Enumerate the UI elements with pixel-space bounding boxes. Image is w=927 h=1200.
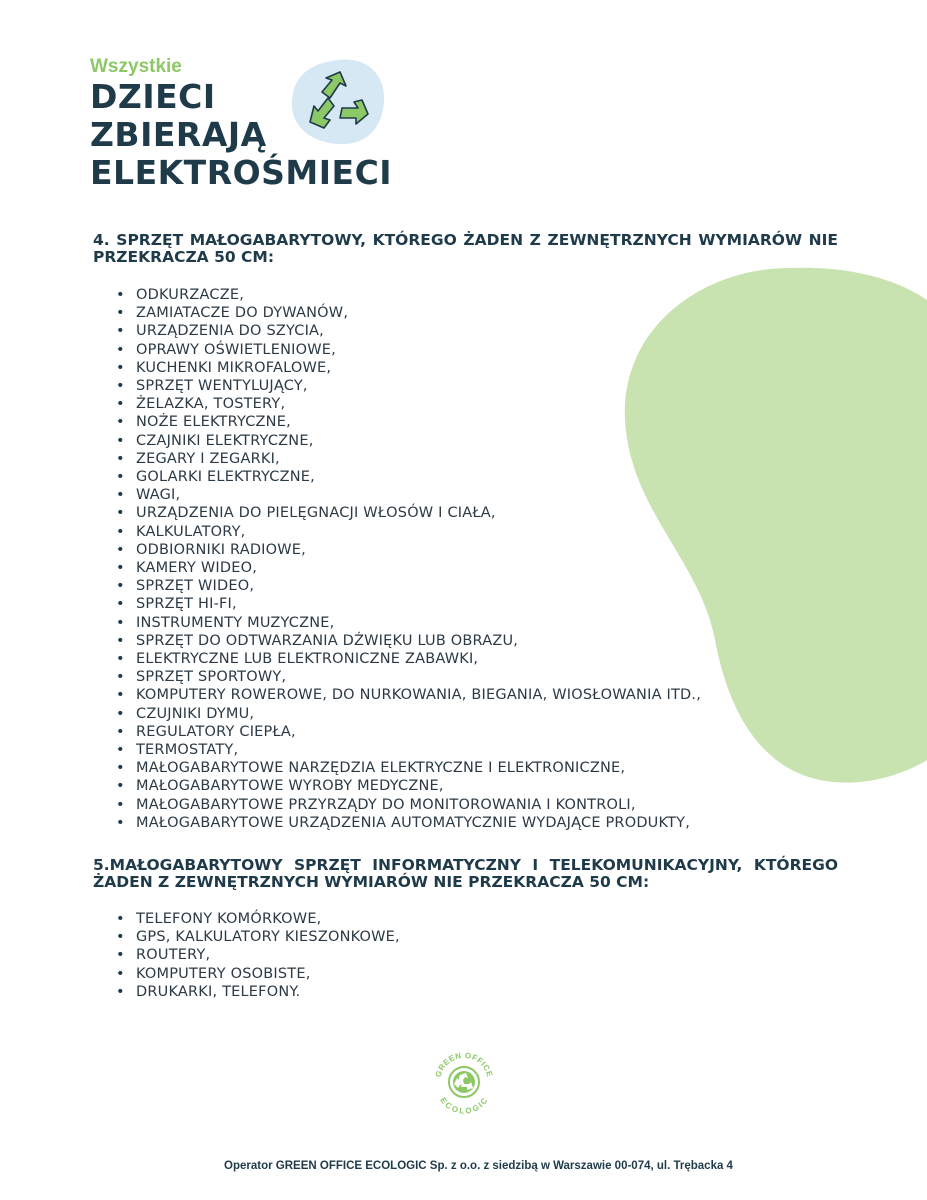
list-item: • SPRZĘT WENTYLUJĄCY, — [116, 377, 838, 395]
footer-operator-info: Operator GREEN OFFICE ECOLOGIC Sp. z o.o. z siedzibą w Warszawie 00-074, ul. Trębacka 4 — [224, 1160, 733, 1172]
list-item: • CZUJNIKI DYMU, — [116, 705, 838, 723]
list-item: • CZAJNIKI ELEKTRYCZNE, — [116, 432, 838, 450]
list-item: • ZAMIATACZE DO DYWANÓW, — [116, 304, 838, 322]
list-item: • TERMOSTATY, — [116, 741, 838, 759]
list-item: • MAŁOGABARYTOWE URZĄDZENIA AUTOMATYCZNIE WYDAJĄCE PRODUKTY, — [116, 814, 838, 832]
list-item: • URZĄDZENIA DO PIELĘGNACJI WŁOSÓW I CIAŁA, — [116, 504, 838, 522]
list-item: • ZEGARY I ZEGARKI, — [116, 450, 838, 468]
list-item: • TELEFONY KOMÓRKOWE, — [116, 910, 838, 928]
list-item: • SPRZĘT SPORTOWY, — [116, 668, 838, 686]
list-item: • DRUKARKI, TELEFONY. — [116, 983, 838, 1001]
list-item: • ELEKTRYCZNE LUB ELEKTRONICZNE ZABAWKI, — [116, 650, 838, 668]
list-item: • ODKURZACZE, — [116, 286, 838, 304]
equipment-list — [93, 286, 838, 832]
list-item: • GOLARKI ELEKTRYCZNE, — [116, 468, 838, 486]
list-item: • INSTRUMENTY MUZYCZNE, — [116, 614, 838, 632]
title-line-1: DZIECI — [90, 77, 216, 116]
list-item: • SPRZĘT DO ODTWARZANIA DŹWIĘKU LUB OBRAZU, — [116, 632, 838, 650]
list-item: • REGULATORY CIEPŁA, — [116, 723, 838, 741]
list-item: • MAŁOGABARYTOWE WYROBY MEDYCZNE, — [116, 777, 838, 795]
list-item: • KOMPUTERY ROWEROWE, DO NURKOWANIA, BIEGANIA, WIOSŁOWANIA ITD., — [116, 686, 838, 704]
list-item: • ŻELAZKA, TOSTERY, — [116, 395, 838, 413]
svg-text:ECOLOGIC — [438, 1096, 489, 1116]
list-item: • WAGI, — [116, 486, 838, 504]
list-item: • ROUTERY, — [116, 946, 838, 964]
recycle-icon — [288, 56, 388, 148]
list-item: • OPRAWY OŚWIETLENIOWE, — [116, 341, 838, 359]
list-item: • GPS, KALKULATORY KIESZONKOWE, — [116, 928, 838, 946]
title-line-2: ZBIERAJĄ — [90, 115, 267, 154]
green-office-logo — [430, 1048, 498, 1116]
list-item: • MAŁOGABARYTOWE PRZYRZĄDY DO MONITOROWANIA I KONTROLI, — [116, 796, 838, 814]
list-item: • KUCHENKI MIKROFALOWE, — [116, 359, 838, 377]
title-line-3: ELEKTROŚMIECI — [90, 153, 393, 192]
logo-text-top: GREEN OFFICE — [433, 1050, 495, 1079]
list-item: • SPRZĘT WIDEO, — [116, 577, 838, 595]
equipment-list — [93, 910, 838, 1001]
list-item: • KAMERY WIDEO, — [116, 559, 838, 577]
list-item: • NOŻE ELEKTRYCZNE, — [116, 413, 838, 431]
list-item: • KALKULATORY, — [116, 523, 838, 541]
logo-text-bottom: ECOLOGIC — [438, 1095, 490, 1116]
section-heading: 4. SPRZĘT MAŁOGABARYTOWY, KTÓREGO ŻADEN Z ZEWNĘTRZNYCH WYMIARÓW NIE PRZEKRACZA 50 CM: — [93, 231, 838, 266]
list-item: • MAŁOGABARYTOWE NARZĘDZIA ELEKTRYCZNE I ELEKTRONICZNE, — [116, 759, 838, 777]
section-heading: 5.MAŁOGABARYTOWY SPRZĘT INFORMATYCZNY I TELEKOMUNIKACYJNY, KTÓREGO ŻADEN Z ZEWNĘTRZNYCH WYMIARÓW NIE PRZEKRACZA 50 CM: — [93, 856, 838, 891]
section-it-telecom-equipment — [93, 857, 838, 1001]
list-item: • SPRZĘT HI-FI, — [116, 595, 838, 613]
list-item: • ODBIORNIKI RADIOWE, — [116, 541, 838, 559]
list-item: • KOMPUTERY OSOBISTE, — [116, 965, 838, 983]
title-kicker: Wszystkie — [90, 56, 182, 77]
section-small-equipment — [93, 232, 838, 832]
list-item: • URZĄDZENIA DO SZYCIA, — [116, 322, 838, 340]
